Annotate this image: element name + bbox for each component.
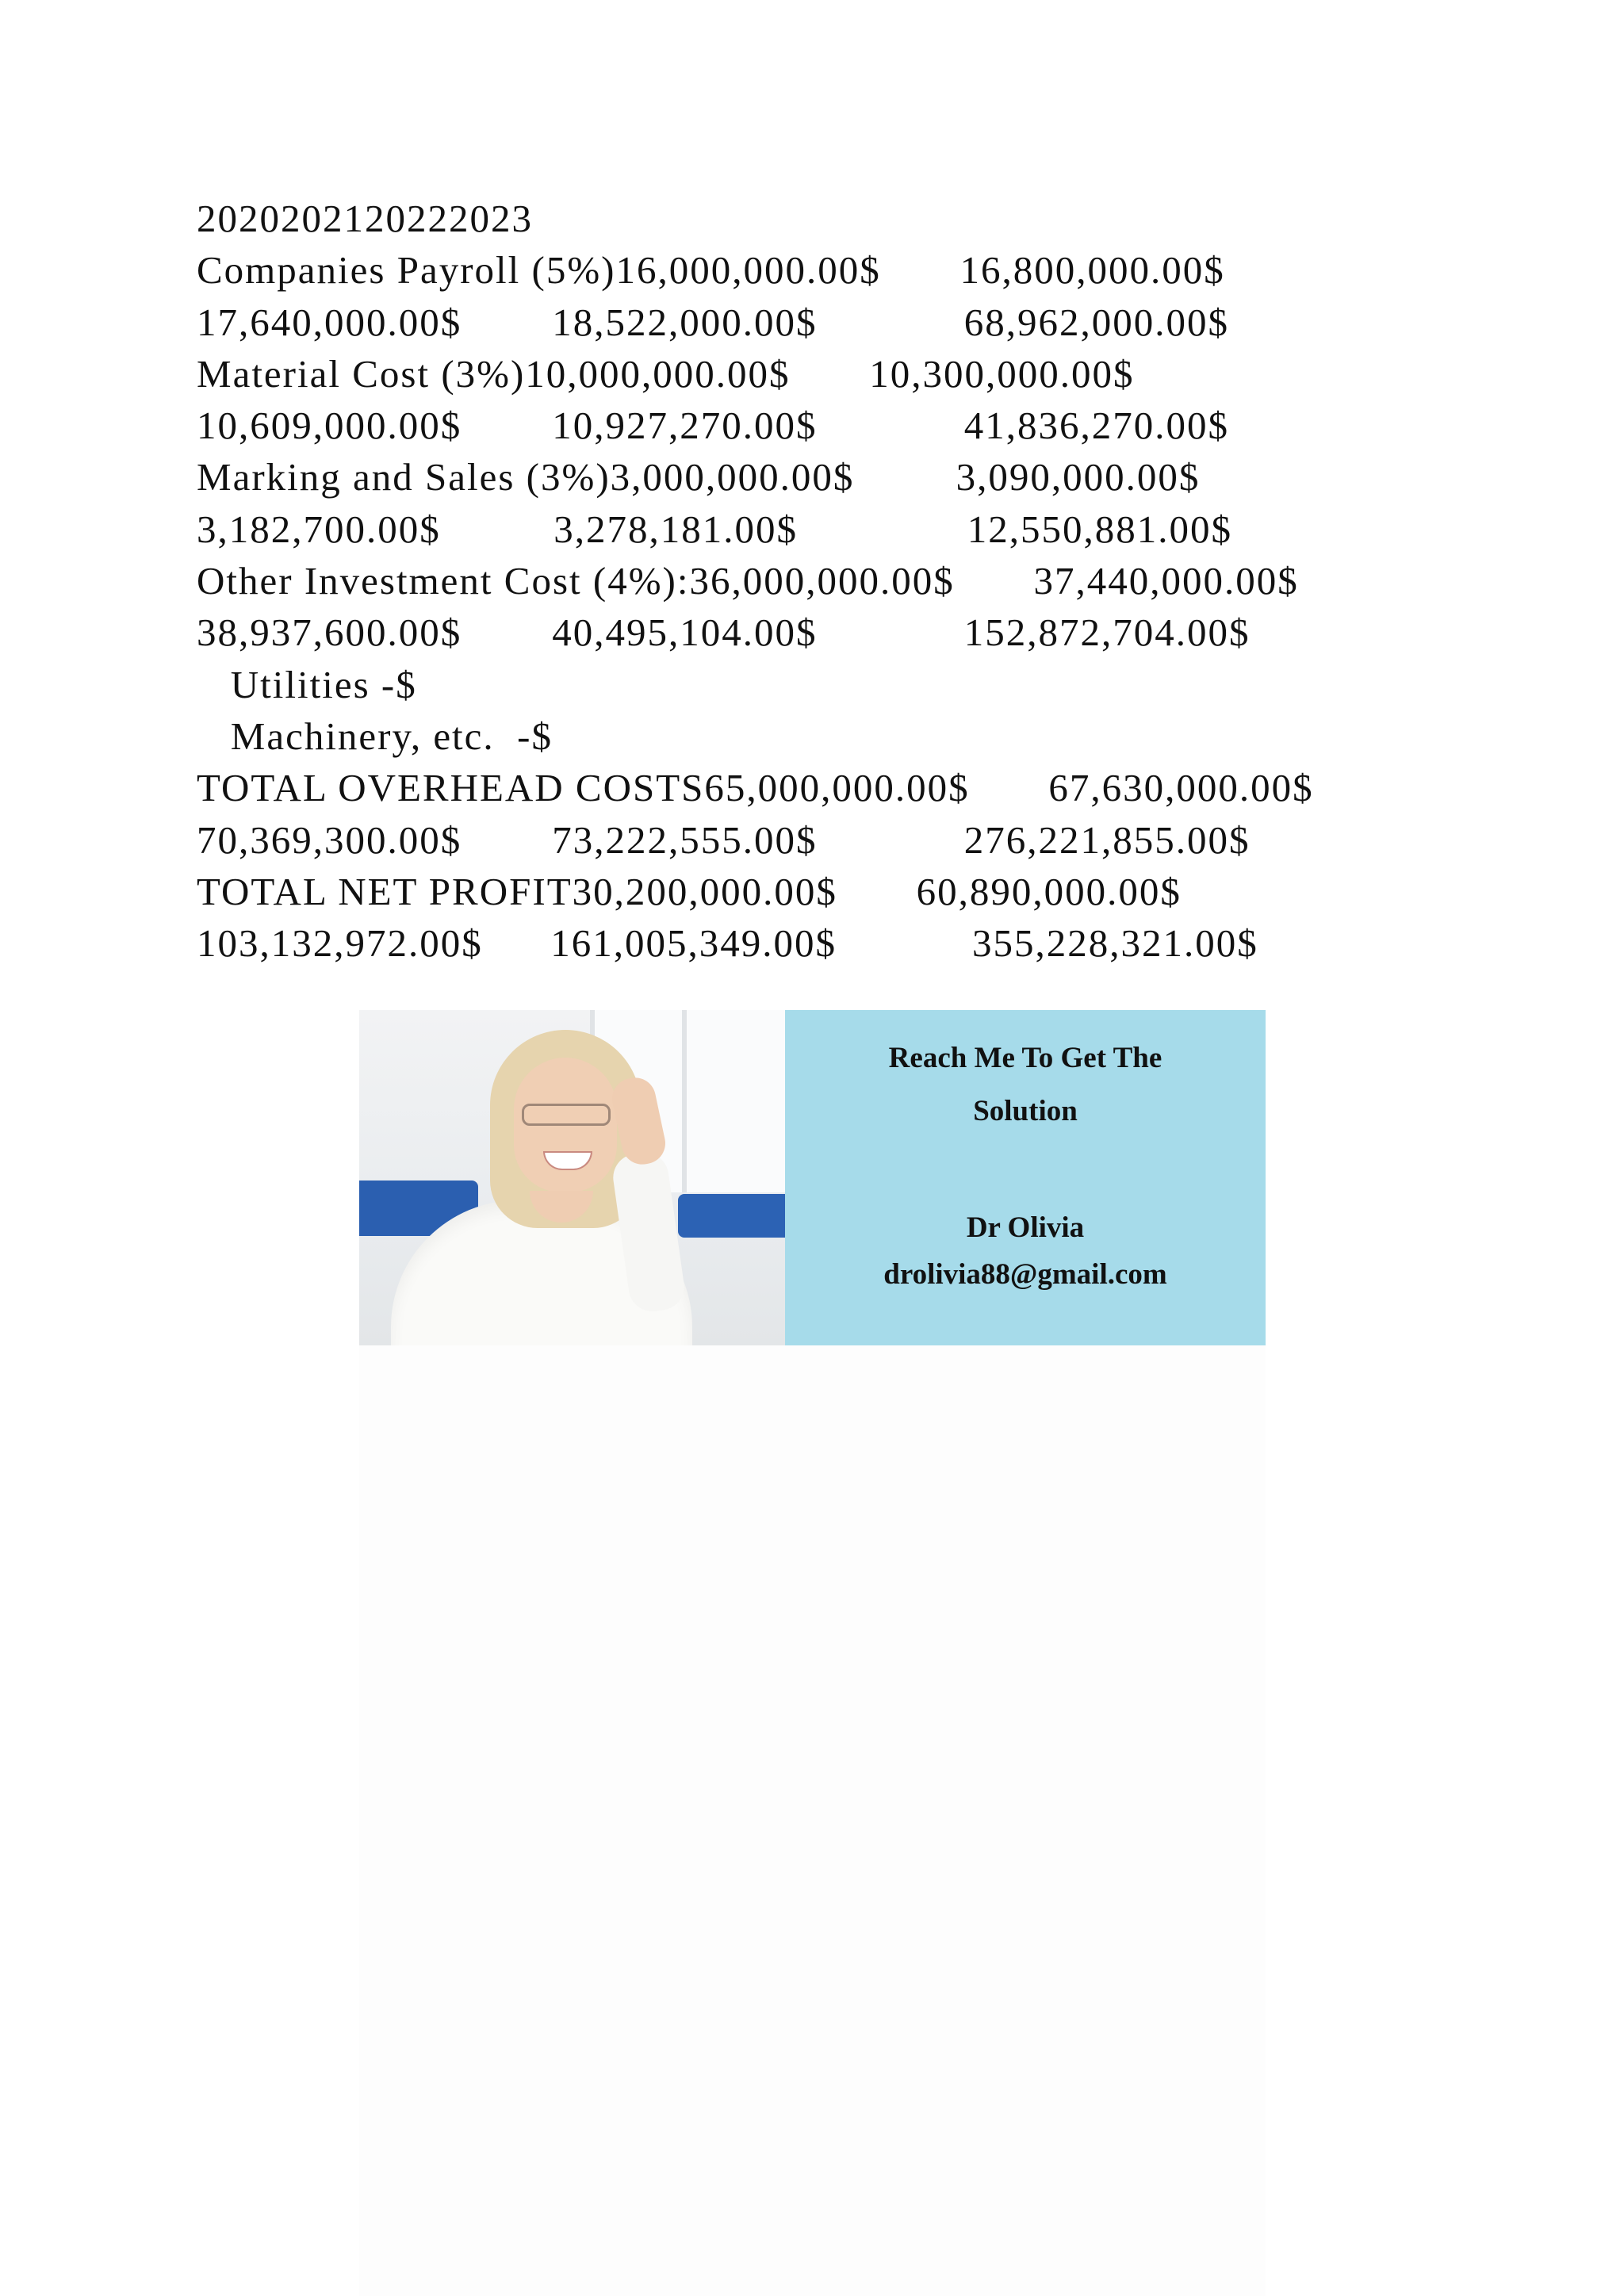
- total-net-profit-values-line: 103,132,972.00$ 161,005,349.00$ 355,228,321.00$: [197, 921, 1258, 966]
- financial-summary-text: [197, 193, 1592, 969]
- total-overhead-line: TOTAL OVERHEAD COSTS65,000,000.00$ 67,630,000.00$: [197, 766, 1314, 810]
- year-header-line: 2020202120222023: [197, 197, 533, 240]
- material-cost-values-line: 10,609,000.00$ 10,927,270.00$ 41,836,270.00$: [197, 404, 1229, 448]
- glasses-icon: [522, 1104, 611, 1126]
- material-cost-line: Material Cost (3%)10,000,000.00$ 10,300,000.00$: [197, 351, 1135, 396]
- woman-photo: [359, 1010, 785, 1345]
- other-investment-values-line: 38,937,600.00$ 40,495,104.00$ 152,872,704.00$: [197, 610, 1251, 655]
- marketing-sales-line: Marking and Sales (3%)3,000,000.00$ 3,090,000.00$: [197, 455, 1201, 499]
- call-to-action-line-2: Solution: [973, 1095, 1078, 1127]
- payroll-line: Companies Payroll (5%)16,000,000.00$ 16,800,000.00$: [197, 248, 1225, 293]
- payroll-values-line: 17,640,000.00$ 18,522,000.00$ 68,962,000.00$: [197, 300, 1229, 344]
- machinery-line: Machinery, etc. -$: [197, 714, 553, 758]
- marketing-sales-values-line: 3,182,700.00$ 3,278,181.00$ 12,550,881.00$: [197, 507, 1232, 551]
- contact-info-panel: [785, 1010, 1266, 1345]
- total-net-profit-line: TOTAL NET PROFIT30,200,000.00$ 60,890,000.00$: [197, 869, 1182, 913]
- blank-area: [359, 1345, 1266, 2296]
- blue-chair-right: [678, 1194, 785, 1238]
- contact-banner: [359, 1010, 1266, 1345]
- utilities-line: Utilities -$: [197, 662, 417, 706]
- contact-email[interactable]: drolivia88@gmail.com: [883, 1258, 1167, 1291]
- other-investment-line: Other Investment Cost (4%):36,000,000.00$ 37,440,000.00$: [197, 559, 1299, 603]
- total-overhead-values-line: 70,369,300.00$ 73,222,555.00$ 276,221,855.00$: [197, 817, 1251, 862]
- call-to-action-line-1: Reach Me To Get The: [888, 1042, 1162, 1074]
- contact-name: Dr Olivia: [966, 1211, 1085, 1244]
